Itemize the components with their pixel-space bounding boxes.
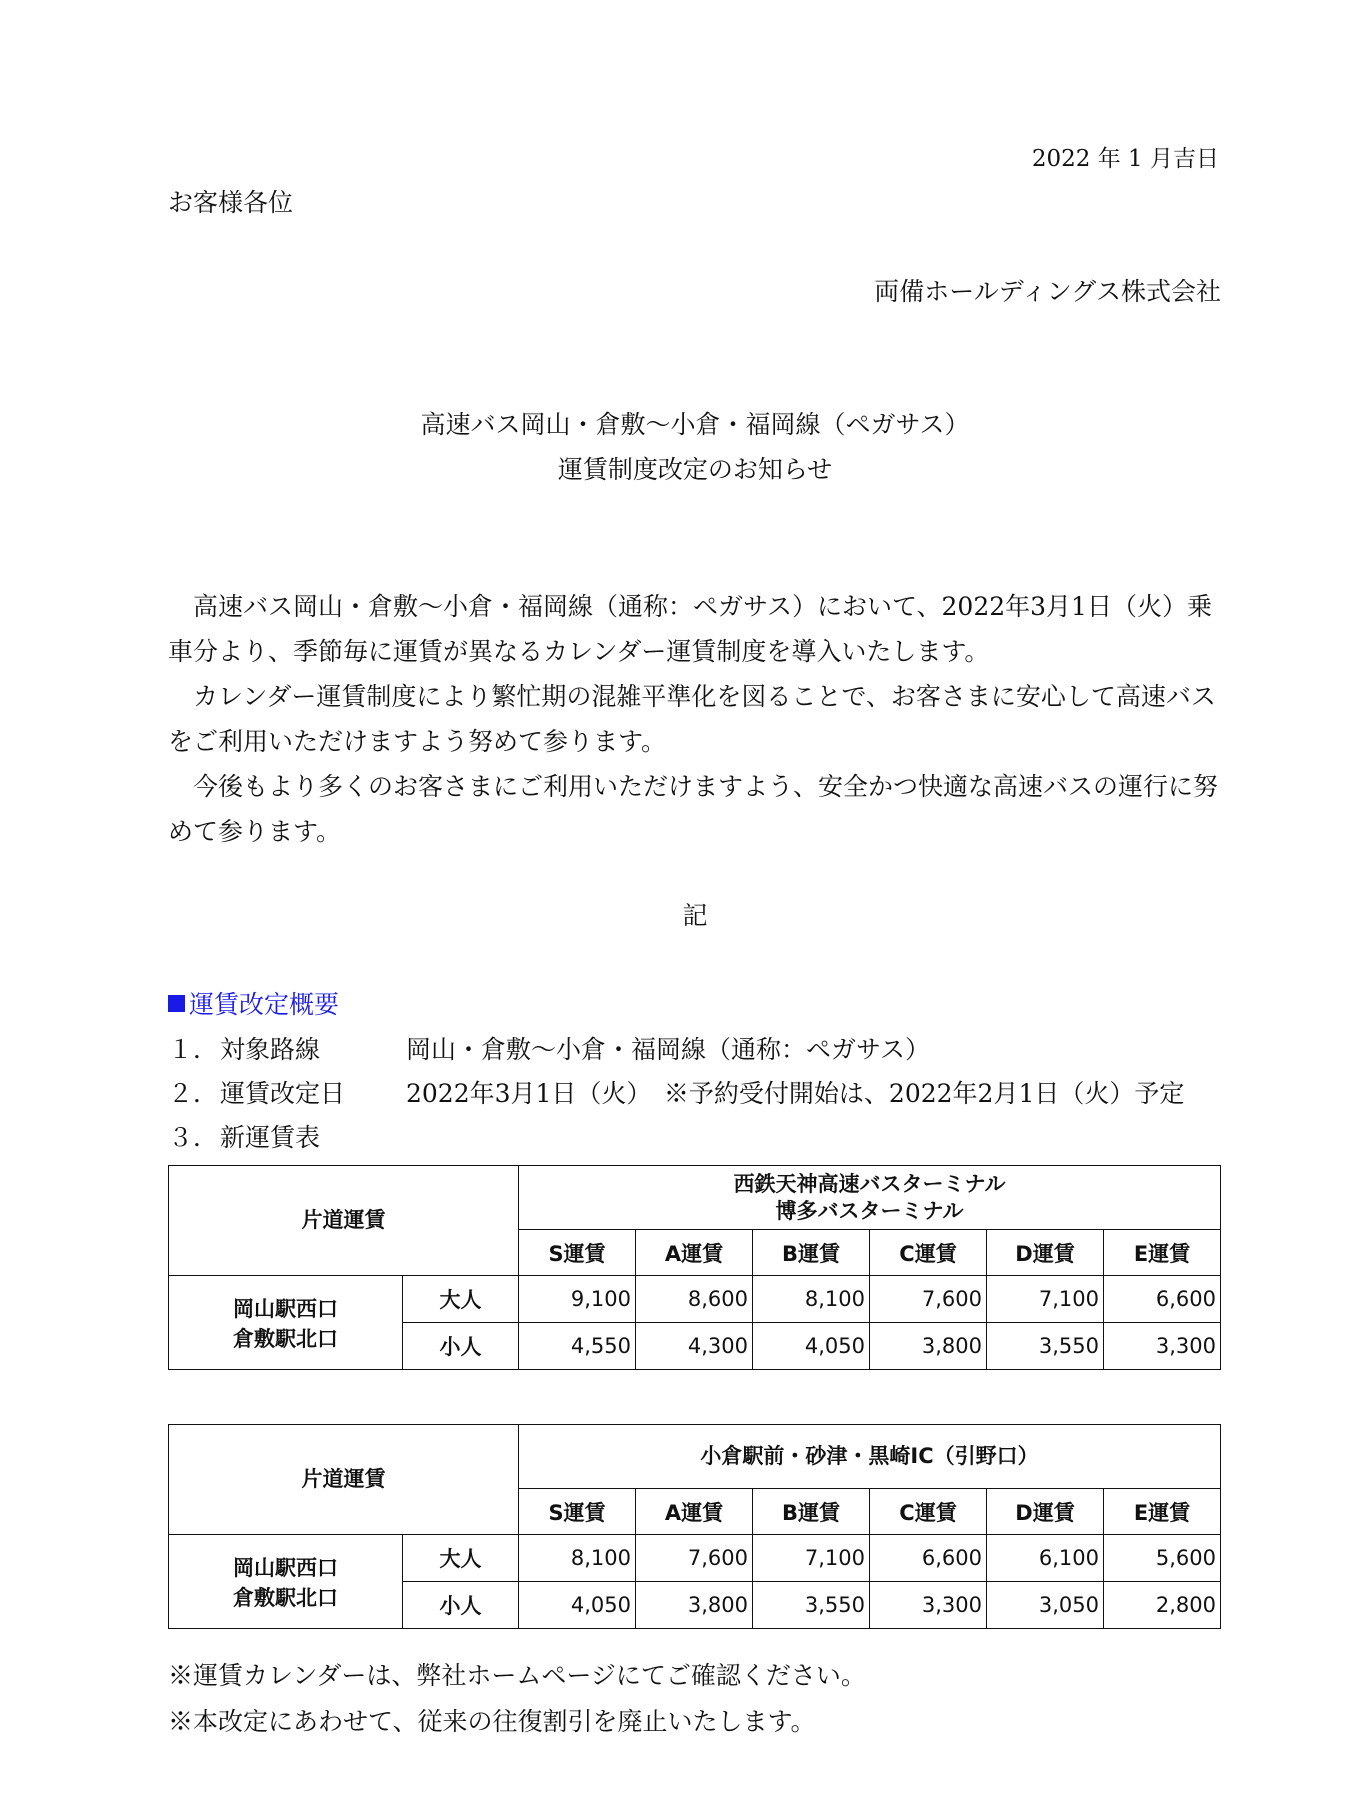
fare-cell: 3,550 xyxy=(753,1582,870,1629)
fare-class-header: C運賃 xyxy=(870,1489,987,1535)
footnote-round-trip: ※本改定にあわせて、従来の往復割引を廃止いたします。 xyxy=(168,1707,816,1736)
corner-header: 片道運賃 xyxy=(169,1166,519,1276)
fare-cell: 3,050 xyxy=(987,1582,1104,1629)
table-row xyxy=(169,1276,1221,1323)
item-number: ２． xyxy=(168,1079,219,1108)
body-paragraph-3: 今後もより多くのお客さまにご利用いただけますよう、安全かつ快適な高速バスの運行に努めて参ります。 xyxy=(168,772,1219,846)
origin-line-2: 倉敷駅北口 xyxy=(233,1326,338,1351)
origin-line-2: 倉敷駅北口 xyxy=(233,1585,338,1610)
item-number: １． xyxy=(168,1035,219,1064)
company-name: 両備ホールディングス株式会社 xyxy=(874,277,1221,306)
ki-marker: 記 xyxy=(682,901,708,930)
addressee: お客様各位 xyxy=(168,188,294,217)
fare-class-header: A運賃 xyxy=(636,1230,753,1276)
fare-cell: 7,600 xyxy=(636,1535,753,1582)
notice-body xyxy=(168,584,1228,854)
passenger-type: 小人 xyxy=(403,1582,519,1629)
square-bullet-icon xyxy=(168,995,185,1012)
fare-cell: 4,050 xyxy=(753,1323,870,1370)
fare-cell: 3,550 xyxy=(987,1323,1104,1370)
destination-header xyxy=(519,1166,1221,1230)
fare-class-header: D運賃 xyxy=(987,1230,1104,1276)
fare-cell: 6,600 xyxy=(1104,1276,1221,1323)
body-paragraph-2: カレンダー運賃制度により繁忙期の混雑平準化を図ることで、お客さまに安心して高速バスをご利用いただけますよう努めて参ります。 xyxy=(168,682,1216,756)
corner-header: 片道運賃 xyxy=(169,1425,519,1535)
fare-cell: 9,100 xyxy=(519,1276,636,1323)
summary-item-date xyxy=(168,1074,1184,1110)
item-value: 2022年3月1日（火） ※予約受付開始は、2022年2月1日（火）予定 xyxy=(406,1079,1185,1108)
fare-cell: 7,600 xyxy=(870,1276,987,1323)
item-label: 運賃改定日 xyxy=(220,1079,346,1108)
fare-cell: 7,100 xyxy=(753,1535,870,1582)
fare-cell: 6,100 xyxy=(987,1535,1104,1582)
summary-heading xyxy=(168,985,339,1021)
destination-line-1: 西鉄天神高速バスターミナル xyxy=(733,1171,1006,1196)
fare-cell: 5,600 xyxy=(1104,1535,1221,1582)
fare-class-header: B運賃 xyxy=(753,1489,870,1535)
summary-heading-text: 運賃改定概要 xyxy=(189,990,340,1019)
destination-line-2: 博多バスターミナル xyxy=(775,1198,964,1223)
fare-cell: 7,100 xyxy=(987,1276,1104,1323)
summary-item-route xyxy=(168,1030,930,1066)
fare-cell: 3,300 xyxy=(870,1582,987,1629)
fare-class-header: C運賃 xyxy=(870,1230,987,1276)
origin-line-1: 岡山駅西口 xyxy=(233,1555,338,1580)
fare-table-fukuoka xyxy=(168,1165,1221,1370)
passenger-type: 小人 xyxy=(403,1323,519,1370)
fare-cell: 8,100 xyxy=(753,1276,870,1323)
fare-cell: 6,600 xyxy=(870,1535,987,1582)
fare-class-header: E運賃 xyxy=(1104,1230,1221,1276)
passenger-type: 大人 xyxy=(403,1535,519,1582)
item-number: ３． xyxy=(168,1123,219,1152)
destination-header: 小倉駅前・砂津・黒崎IC（引野口） xyxy=(519,1425,1221,1489)
fare-class-header: S運賃 xyxy=(519,1230,636,1276)
notice-title-line2: 運賃制度改定のお知らせ xyxy=(557,455,833,484)
fare-cell: 4,300 xyxy=(636,1323,753,1370)
fare-class-header: E運賃 xyxy=(1104,1489,1221,1535)
origin-cell xyxy=(169,1276,403,1370)
fare-cell: 8,600 xyxy=(636,1276,753,1323)
fare-class-header: D運賃 xyxy=(987,1489,1104,1535)
origin-cell xyxy=(169,1535,403,1629)
origin-line-1: 岡山駅西口 xyxy=(233,1296,338,1321)
item-label: 新運賃表 xyxy=(220,1123,321,1152)
fare-cell: 3,800 xyxy=(636,1582,753,1629)
fare-cell: 4,550 xyxy=(519,1323,636,1370)
notice-title-line1: 高速バス岡山・倉敷～小倉・福岡線（ペガサス） xyxy=(420,410,970,439)
summary-item-fare-table xyxy=(168,1118,406,1154)
fare-cell: 3,300 xyxy=(1104,1323,1221,1370)
fare-table-kokura xyxy=(168,1424,1221,1629)
item-label: 対象路線 xyxy=(220,1035,321,1064)
fare-cell: 2,800 xyxy=(1104,1582,1221,1629)
body-paragraph-1: 高速バス岡山・倉敷～小倉・福岡線（通称：ペガサス）において、2022年3月1日（火）乗車分より、季節毎に運賃が異なるカレンダー運賃制度を導入いたします。 xyxy=(168,592,1212,666)
document-date: 2022 年 1 月吉日 xyxy=(1031,146,1219,172)
fare-class-header: A運賃 xyxy=(636,1489,753,1535)
fare-cell: 3,800 xyxy=(870,1323,987,1370)
fare-class-header: B運賃 xyxy=(753,1230,870,1276)
table-row xyxy=(169,1535,1221,1582)
fare-class-header: S運賃 xyxy=(519,1489,636,1535)
fare-cell: 8,100 xyxy=(519,1535,636,1582)
item-value: 岡山・倉敷～小倉・福岡線（通称：ペガサス） xyxy=(406,1035,931,1064)
footnote-calendar: ※運賃カレンダーは、弊社ホームページにてご確認ください。 xyxy=(168,1661,866,1690)
fare-cell: 4,050 xyxy=(519,1582,636,1629)
passenger-type: 大人 xyxy=(403,1276,519,1323)
